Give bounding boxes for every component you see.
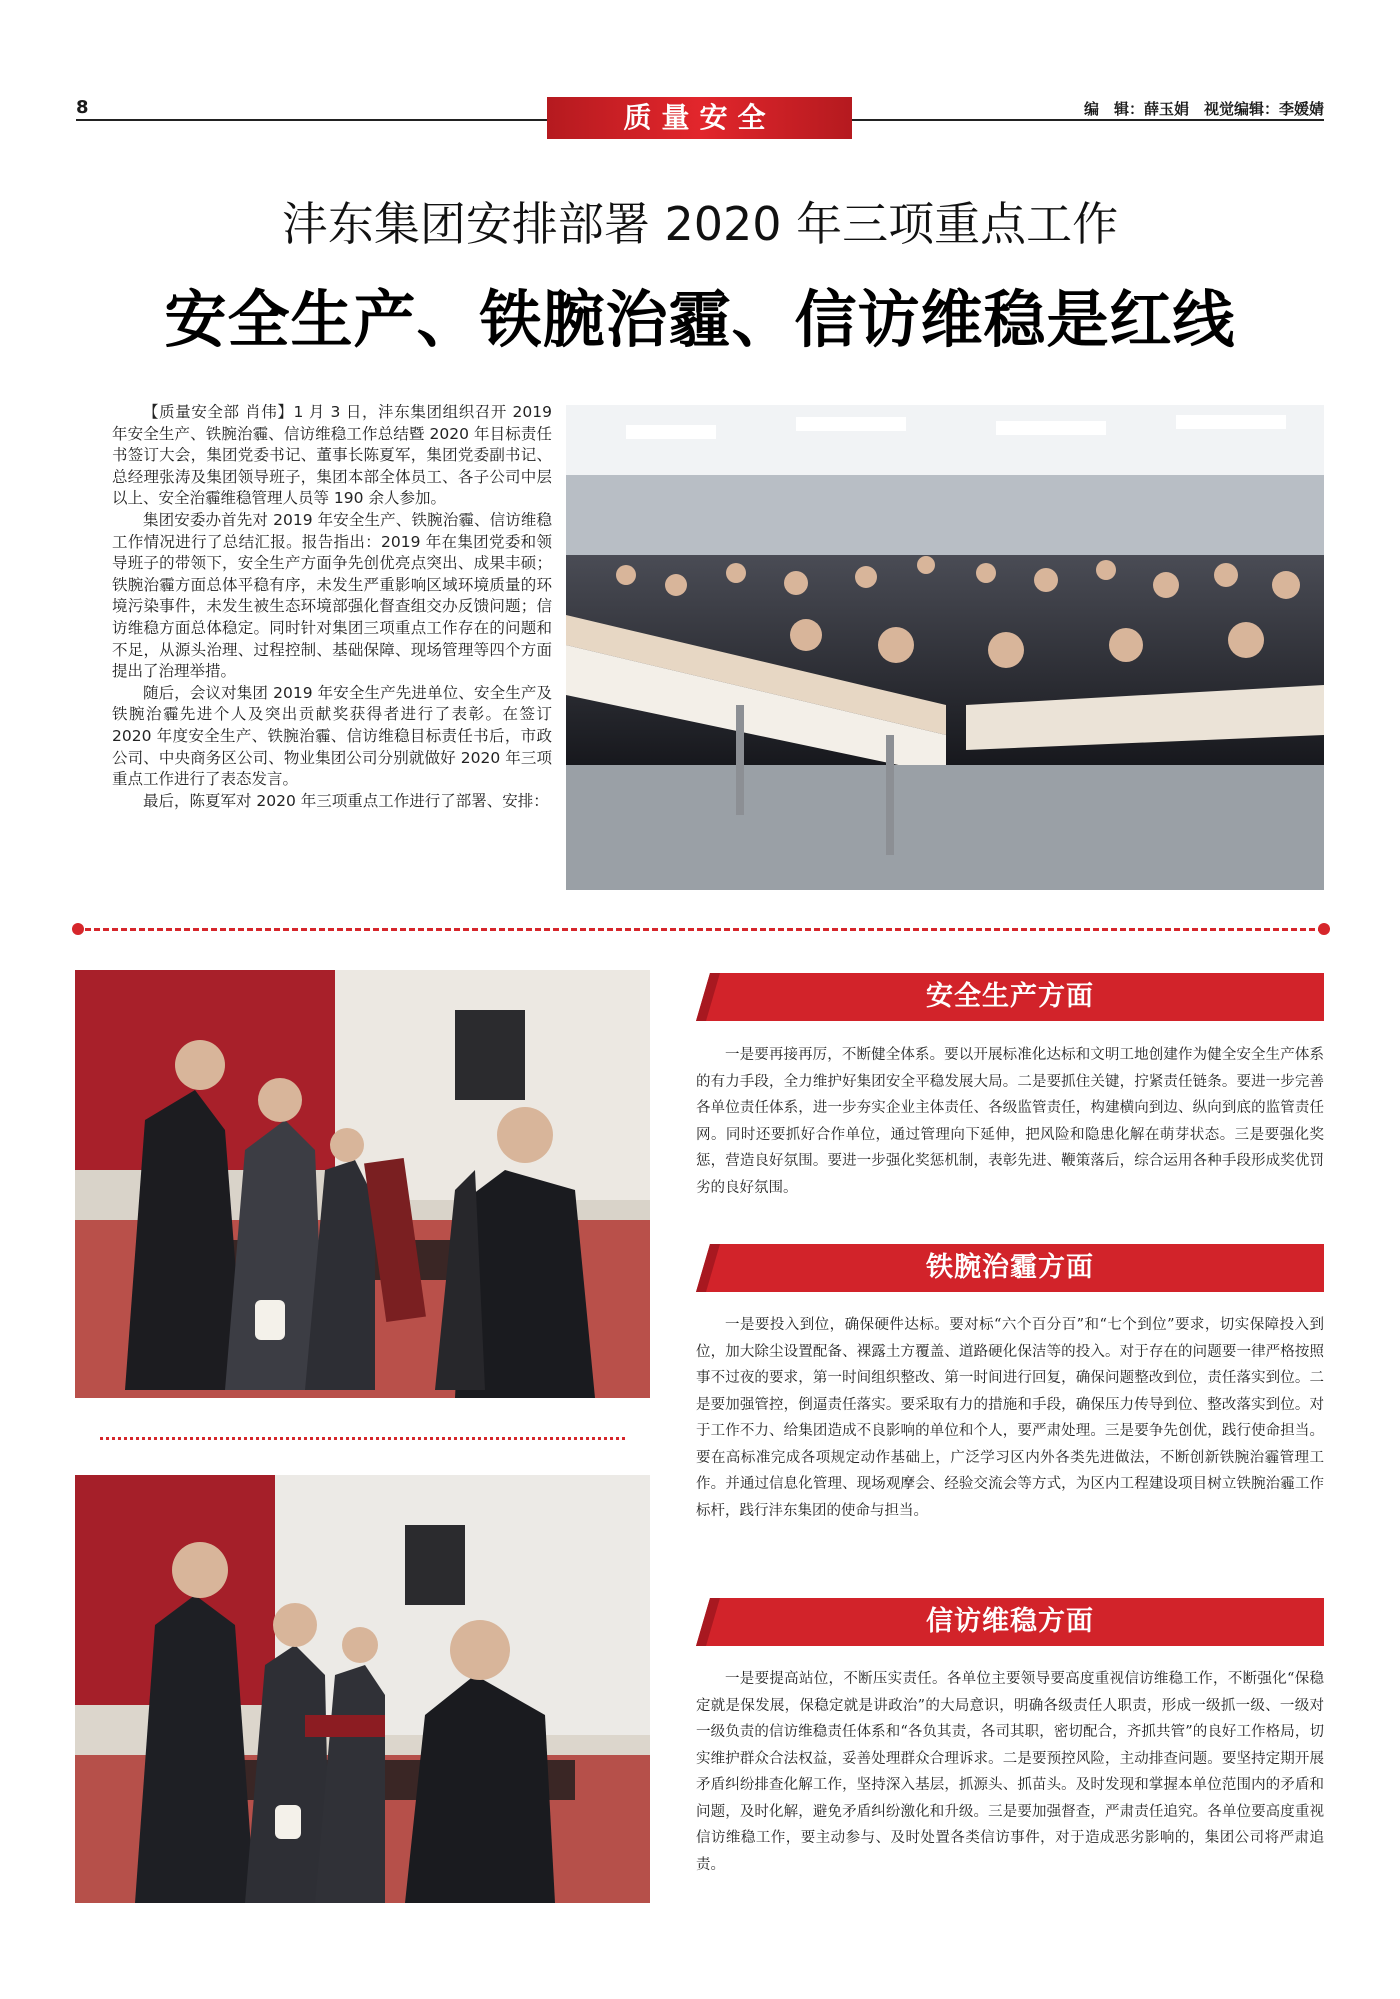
separator-dot [1318, 923, 1330, 935]
article-title: 安全生产、铁腕治霾、信访维稳是红线 [164, 283, 1236, 356]
meeting-photo [566, 405, 1324, 890]
award-photo [75, 970, 650, 1398]
award-photo [75, 1475, 650, 1903]
section-heading-petition [696, 1598, 1324, 1646]
section-separator [76, 928, 1324, 931]
page-number: 8 [76, 97, 89, 118]
section-heading-text: 信访维稳方面 [926, 1606, 1094, 1637]
section-body-petition: 一是要提高站位，不断压实责任。各单位主要领导要高度重视信访维稳工作，不断强化“保稳定就是保发展，保稳定就是讲政治”的大局意识，明确各级责任人职责，形成一级抓一级、一级对一级负责的信访维稳责任体系和“各负其责，各司其职，密切配合，齐抓共管”的良好工作格局，切实维护群众合法权益，妥善处理群众合理诉求。二是要预控风险，主动排查问题。要坚持定期开展矛盾纠纷排查化解工作，坚持深入基层，抓源头、抓苗头。及时发现和掌握本单位范围内的矛盾和问题，及时化解，避免矛盾纠纷激化和升级。三是要加强督查，严肃责任追究。各单位要高度重视信访维稳工作，要主动参与、及时处置各类信访事件，对于造成恶劣影响的，集团公司将严肃追责。 [696, 1671, 1324, 1873]
section-tab: 质量安全 [547, 97, 852, 139]
lead-paragraph: 集团安委办首先对 2019 年安全生产、铁腕治霾、信访维稳工作情况进行了总结汇报。报告指出：2019 年在集团党委和领导班子的带领下，安全生产方面争先创优亮点突出、成果丰硕；铁腕治霾方面总体平稳有序，未发生严重影响区域环境质量的环境污染事件，未发生被生态环境部强化督查组交办反馈问题；信访维稳方面总体稳定。同时针对集团三项重点工作存在的问题和不足，从源头治理、过程控制、基础保障、现场管理等四个方面提出了治理举措。 [112, 510, 552, 681]
photo-separator [100, 1437, 625, 1440]
editor-credits: 编 辑：薛玉娟 视觉编辑：李媛婧 [1083, 100, 1324, 118]
article-subtitle: 沣东集团安排部署 2020 年三项重点工作 [281, 197, 1119, 251]
section-heading-safety [696, 973, 1324, 1021]
lead-paragraph: 随后，会议对集团 2019 年安全生产先进单位、安全生产及铁腕治霾先进个人及突出贡献奖获得者进行了表彰。在签订 2020 年度安全生产、铁腕治霾、信访维稳目标责任书后，市政公司、中央商务区公司、物业集团公司分别就做好 2020 年三项重点工作进行了表态发言。 [112, 683, 552, 789]
section-body-safety: 一是要再接再厉，不断健全体系。要以开展标准化达标和文明工地创建作为健全安全生产体系的有力手段，全力维护好集团安全平稳发展大局。二是要抓住关键，拧紧责任链条。要进一步完善各单位责任体系，进一步夯实企业主体责任、各级监管责任，构建横向到边、纵向到底的监管责任网。同时还要抓好合作单位，通过管理向下延伸，把风险和隐患化解在萌芽状态。三是要强化奖惩，营造良好氛围。要进一步强化奖惩机制，表彰先进、鞭策落后，综合运用各种手段形成奖优罚劣的良好氛围。 [696, 1047, 1324, 1196]
section-heading-pollution [696, 1244, 1324, 1292]
lead-paragraph: 【质量安全部 肖伟】1 月 3 日，沣东集团组织召开 2019 年安全生产、铁腕治霾、信访维稳工作总结暨 2020 年目标责任书签订大会，集团党委书记、董事长陈夏军，集团党委副书记、总经理张涛及集团领导班子，集团本部全体员工、各子公司中层以上、安全治霾维稳管理人员等 190 余人参加。 [112, 403, 552, 508]
section-heading-text: 铁腕治霾方面 [926, 1252, 1094, 1283]
section-body-pollution: 一是要投入到位，确保硬件达标。要对标“六个百分百”和“七个到位”要求，切实保障投入到位，加大除尘设置配备、裸露土方覆盖、道路硬化保洁等的投入。对于存在的问题要一律严格按照事不过夜的要求，第一时间组织整改、第一时间进行回复，确保问题整改到位，责任落实到位。二是要加强管控，倒逼责任落实。要采取有力的措施和手段，确保压力传导到位、整改落实到位。对于工作不力、给集团造成不良影响的单位和个人，要严肃处理。三是要争先创优，践行使命担当。要在高标准完成各项规定动作基础上，广泛学习区内外各类先进做法，不断创新铁腕治霾管理工作。并通过信息化管理、现场观摩会、经验交流会等方式，为区内工程建设项目树立铁腕治霾工作标杆，践行沣东集团的使命与担当。 [696, 1317, 1324, 1519]
lead-paragraph: 最后，陈夏军对 2020 年三项重点工作进行了部署、安排： [143, 791, 549, 810]
section-heading-text: 安全生产方面 [926, 981, 1094, 1012]
lead-text [112, 402, 552, 812]
